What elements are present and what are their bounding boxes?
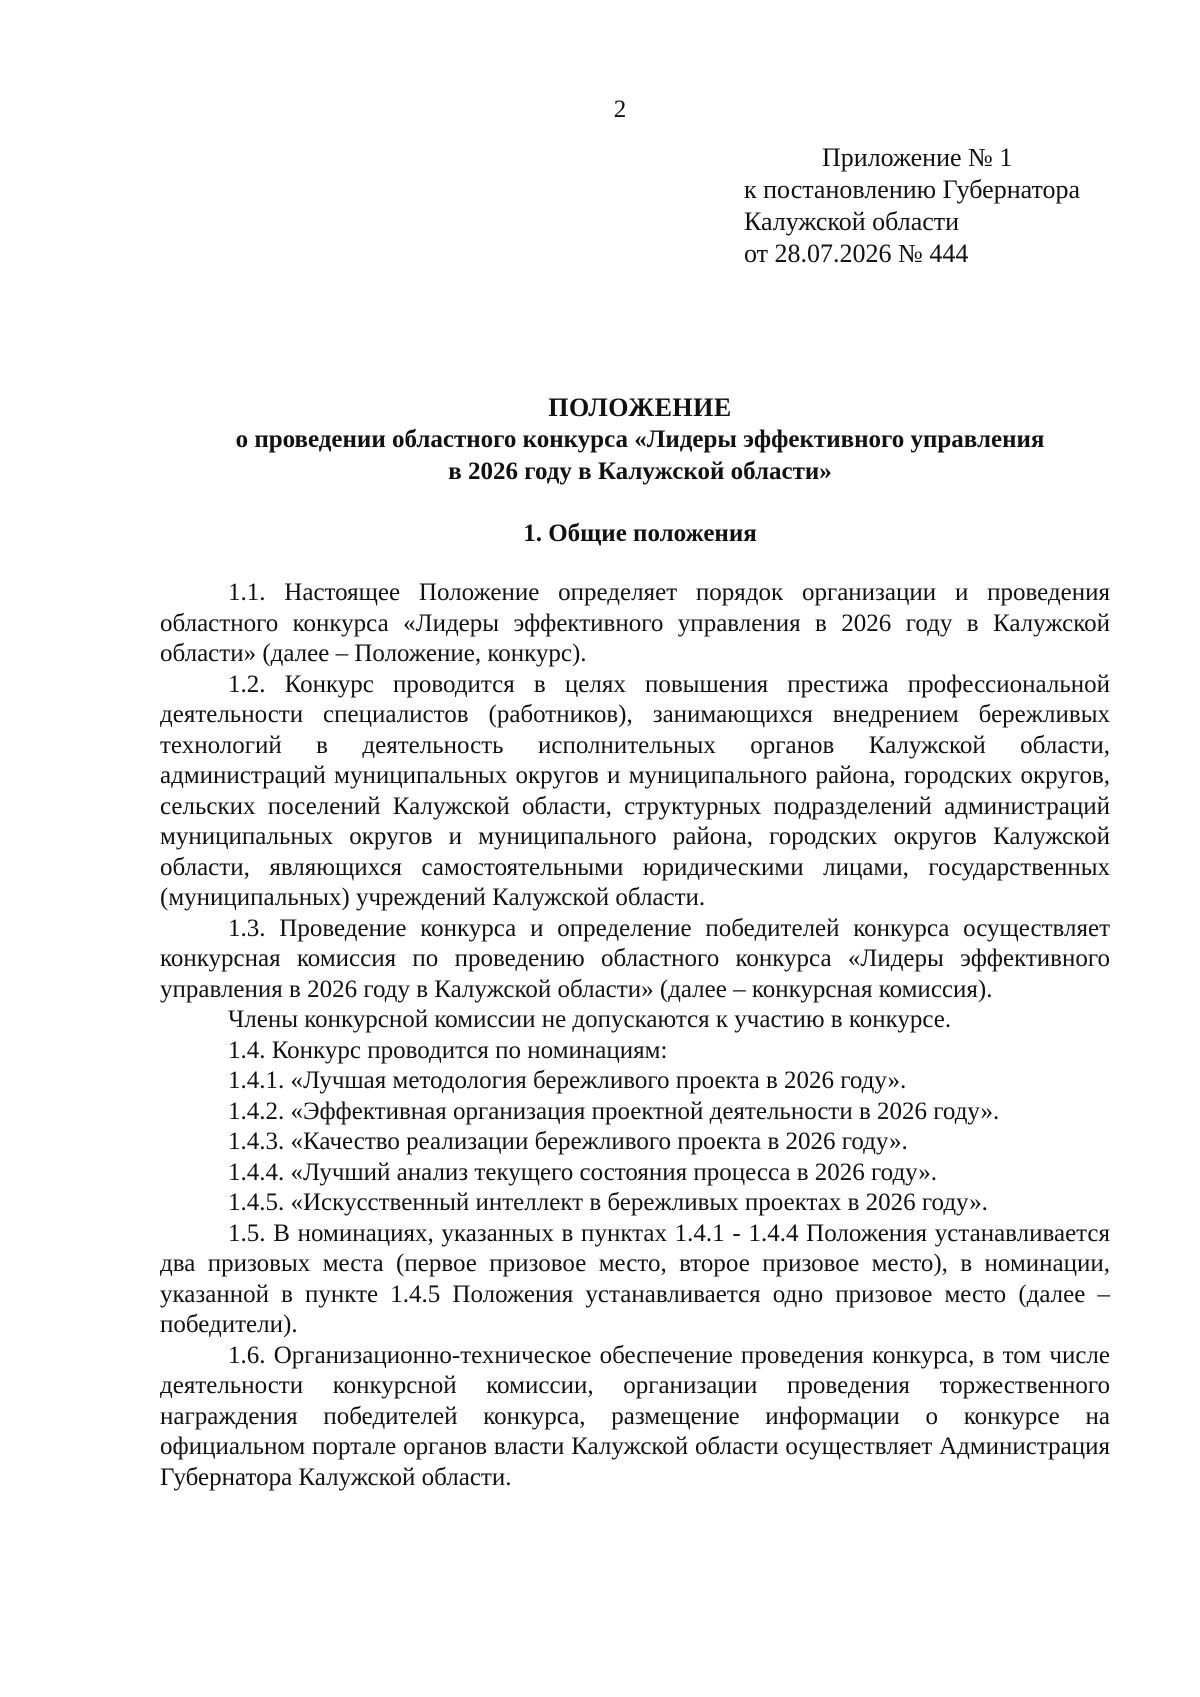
paragraph: Члены конкурсной комиссии не допускаются к участию в конкурсе. [228,1006,952,1033]
section-heading: 1. Общие положения [523,520,757,547]
list-item: 1.4.1. «Лучшая методология бережливого проекта в 2026 году». [228,1067,907,1094]
paragraph: 1.1. Настоящее Положение определяет порядок организации и проведения областного конкурса «Лидеры эффективного управления в 2026 году в Калужской области» (далее – Положение, конкурс). [160,579,1110,667]
paragraph: 1.4. Конкурс проводится по номинациям: [228,1036,668,1064]
list-item: 1.4.2. «Эффективная организация проектной деятельности в 2026 году». [228,1097,1000,1125]
appendix-line: Калужской области [744,207,960,236]
appendix-header [744,142,1080,270]
title-subtitle-line: о проведении областного конкурса «Лидеры эффективного управления [235,426,1045,453]
section-body [160,578,1110,1493]
page-number: 2 [613,96,627,123]
appendix-line: от 28.07.2026 № 444 [744,239,969,268]
paragraph: 1.3. Проведение конкурса и определение победителей конкурса осуществляет конкурсная комиссия по проведению областного конкурса «Лидеры эффективного управления в 2026 году в Калужской области» (далее – конкурсная комиссия). [160,914,1110,1003]
paragraph: 1.6. Организационно-техническое обеспечение проведения конкурса, в том числе деятельности конкурсной комиссии, организации проведения торжественного награждения победителей конкурса, размещение информации о конкурсе на официальном портале органов власти Калужской области осуществляет Администрация Губернатора Калужской области. [160,1341,1110,1491]
title-subtitle-line: в 2026 году в Калужской области» [448,458,832,485]
appendix-line: к постановлению Губернатора [744,175,1081,204]
title-main: ПОЛОЖЕНИЕ [548,393,732,422]
list-item: 1.4.3. «Качество реализации бережливого проекта в 2026 году». [228,1128,908,1155]
list-item: 1.4.5. «Искусственный интеллект в бережливых проектах в 2026 году». [228,1189,988,1216]
appendix-line: Приложение № 1 [822,143,1013,172]
list-item: 1.4.4. «Лучший анализ текущего состояния процесса в 2026 году». [228,1158,938,1186]
document-title [160,392,1120,488]
paragraph: 1.2. Конкурс проводится в целях повышения престижа профессиональной деятельности специалистов (работников), занимающихся внедрением бережливых технологий в деятельность исполнительных органов Калужской области, администраций муниципальных округов и муниципального района, городских округов, сельских поселений Калужской области, структурных подразделений администраций муниципальных округов и муниципального района, городских округов Калужской области, являющихся самостоятельными юридическими лицами, государственных (муниципальных) учреждений Калужской области. [160,670,1110,911]
paragraph: 1.5. В номинациях, указанных в пунктах 1.4.1 - 1.4.4 Положения устанавливается два призовых места (первое призовое место, второе призовое место), в номинации, указанной в пункте 1.4.5 Положения устанавливается одно призовое место (далее – победители). [160,1219,1110,1338]
